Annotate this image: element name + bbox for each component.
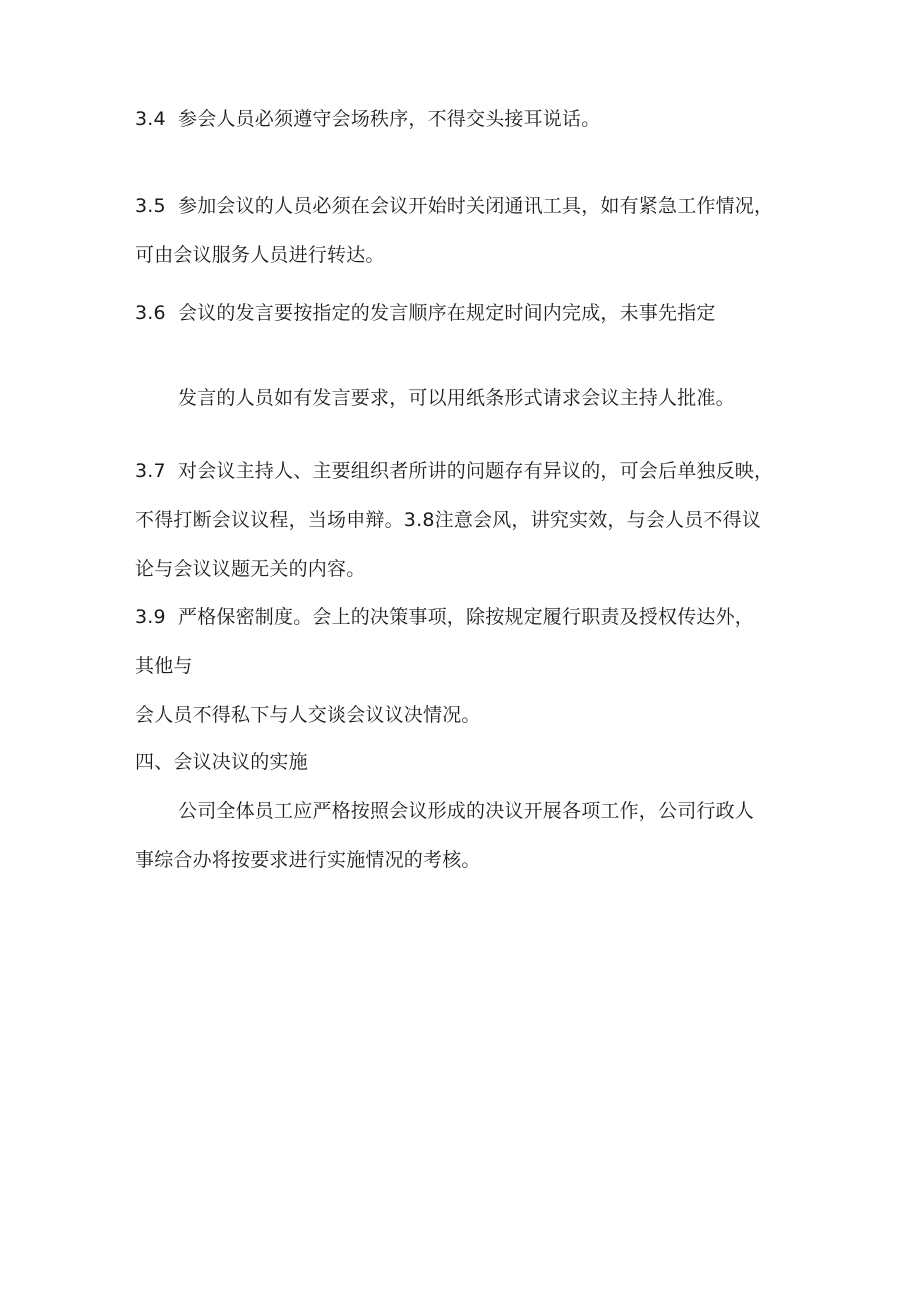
section-4-paragraph-line-2: 事综合办将按要求进行实施情况的考核。 — [135, 849, 481, 871]
item-text: 严格保密制度。会上的决策事项，除按规定履行职责及授权传达外， — [178, 606, 755, 628]
item-number: 3.5 — [135, 195, 166, 217]
item-3-9-line-3: 会人员不得私下与人交谈会议议决情况。 — [135, 704, 481, 726]
item-3-5-line-1 — [135, 194, 815, 218]
item-3-7-line-1 — [135, 459, 815, 483]
item-number: 3.4 — [135, 108, 166, 130]
item-3-6-line-2: 发言的人员如有发言要求，可以用纸条形式请求会议主持人批准。 — [178, 387, 735, 409]
item-3-9-line-2: 其他与 — [135, 655, 193, 677]
item-text: 对会议主持人、主要组织者所讲的问题存有异议的，可会后单独反映， — [178, 460, 774, 482]
item-3-7-line-2: 不得打断会议议程，当场申辩。3.8注意会风，讲究实效，与会人员不得议 — [135, 509, 762, 531]
item-text: 参加会议的人员必须在会议开始时关闭通讯工具，如有紧急工作情况， — [178, 195, 774, 217]
item-3-4-line-1 — [135, 107, 815, 131]
item-text: 参会人员必须遵守会场秩序，不得交头接耳说话。 — [178, 108, 601, 130]
item-number: 3.9 — [135, 606, 166, 628]
item-text: 会议的发言要按指定的发言顺序在规定时间内完成，未事先指定 — [178, 302, 716, 324]
item-3-7-line-3: 论与会议议题无关的内容。 — [135, 558, 366, 580]
section-4-heading: 四、会议决议的实施 — [135, 751, 308, 773]
item-number: 3.6 — [135, 302, 166, 324]
item-3-6-line-1 — [135, 301, 815, 325]
item-3-5-line-2: 可由会议服务人员进行转达。 — [135, 244, 385, 266]
item-number: 3.7 — [135, 460, 166, 482]
item-3-9-line-1 — [135, 605, 815, 629]
section-4-paragraph-line-1: 公司全体员工应严格按照会议形成的决议开展各项工作，公司行政人 — [178, 800, 755, 822]
